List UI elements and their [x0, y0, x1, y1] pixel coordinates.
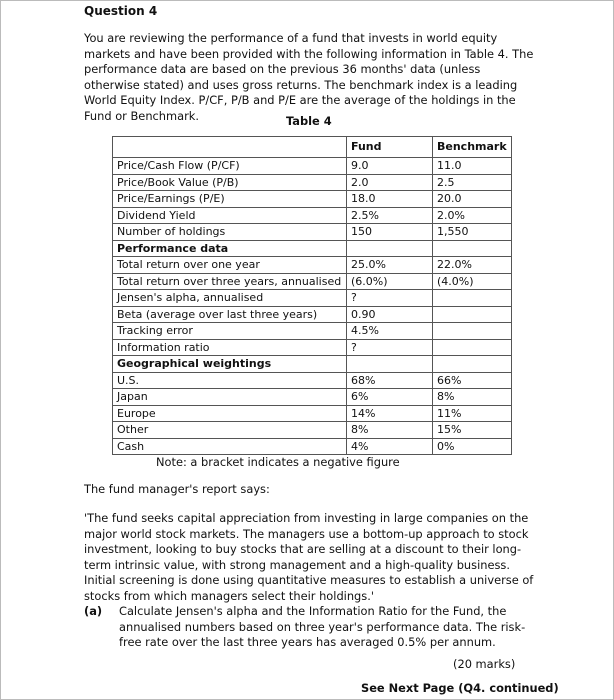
benchmark-value: 22.0% [433, 257, 512, 274]
intro-paragraph: You are reviewing the performance of a fund that invests in world equity markets and have been provided with the following information in Table 4. The performance data are based on the previous 36 months' data (unless otherwise stated) and uses gross returns. The benchmark index is a leading World Equity Index. P/CF, P/B and P/E are the average of the holdings in the Fund or Benchmark. [84, 31, 534, 123]
table-row [113, 207, 512, 224]
benchmark-value: 8% [433, 389, 512, 406]
row-label: Japan [113, 389, 347, 406]
benchmark-value: 11% [433, 405, 512, 422]
table-row [113, 323, 512, 340]
fund-value: 4% [347, 438, 433, 455]
fund-value: 2.5% [347, 207, 433, 224]
table-row [113, 290, 512, 307]
data-table [112, 136, 512, 455]
table-note: Note: a bracket indicates a negative figure [156, 455, 400, 469]
table-row [113, 174, 512, 191]
row-label: Information ratio [113, 339, 347, 356]
row-label: Other [113, 422, 347, 439]
fund-value: 4.5% [347, 323, 433, 340]
fund-value: 18.0 [347, 191, 433, 208]
table-row [113, 306, 512, 323]
benchmark-value [433, 240, 512, 257]
row-label: Price/Cash Flow (P/CF) [113, 158, 347, 175]
table-row [113, 422, 512, 439]
benchmark-value: 66% [433, 372, 512, 389]
header-cell-fund: Fund [347, 137, 433, 158]
fund-value: 6% [347, 389, 433, 406]
benchmark-value: 0% [433, 438, 512, 455]
benchmark-value [433, 323, 512, 340]
table-row [113, 273, 512, 290]
table-row [113, 224, 512, 241]
question-title: Question 4 [84, 4, 158, 18]
row-label: Price/Book Value (P/B) [113, 174, 347, 191]
fund-value: 25.0% [347, 257, 433, 274]
row-label: Tracking error [113, 323, 347, 340]
table-header-row [113, 137, 512, 158]
fund-value: 0.90 [347, 306, 433, 323]
table-section-row [113, 240, 512, 257]
fund-value: 68% [347, 372, 433, 389]
fund-value [347, 240, 433, 257]
header-cell-label [113, 137, 347, 158]
benchmark-value [433, 290, 512, 307]
table-row [113, 191, 512, 208]
fund-value: (6.0%) [347, 273, 433, 290]
table-row [113, 158, 512, 175]
header-cell-benchmark: Benchmark [433, 137, 512, 158]
benchmark-value [433, 306, 512, 323]
benchmark-value: (4.0%) [433, 273, 512, 290]
table-row [113, 405, 512, 422]
fund-value: 9.0 [347, 158, 433, 175]
fund-value [347, 356, 433, 373]
table-row [113, 257, 512, 274]
fund-value: 150 [347, 224, 433, 241]
row-label: U.S. [113, 372, 347, 389]
table-caption: Table 4 [286, 114, 332, 128]
benchmark-value: 2.0% [433, 207, 512, 224]
fund-value: ? [347, 290, 433, 307]
part-a-text: Calculate Jensen's alpha and the Information Ratio for the Fund, the annualised numbers based on three year's performance data. The risk-free rate over the last three years has averaged 0.5% per annum. [119, 604, 526, 649]
part-a-label: (a) [84, 604, 103, 618]
manager-intro: The fund manager's report says: [84, 482, 270, 496]
fund-value: 2.0 [347, 174, 433, 191]
benchmark-value [433, 356, 512, 373]
row-label: Beta (average over last three years) [113, 306, 347, 323]
benchmark-value: 15% [433, 422, 512, 439]
row-label: Dividend Yield [113, 207, 347, 224]
row-label: Price/Earnings (P/E) [113, 191, 347, 208]
benchmark-value: 1,550 [433, 224, 512, 241]
table-row [113, 372, 512, 389]
benchmark-value: 11.0 [433, 158, 512, 175]
row-label: Total return over three years, annualised [113, 273, 347, 290]
table-section-row [113, 356, 512, 373]
benchmark-value [433, 339, 512, 356]
part-a-marks: (20 marks) [453, 657, 516, 671]
fund-value: 8% [347, 422, 433, 439]
manager-quote: 'The fund seeks capital appreciation from investing in large companies on the major world stock markets. The managers use a bottom-up approach to stock investment, looking to buy stocks that are selling at a discount to their long-term intrinsic value, with strong management and a high-quality business. Initial screening is done using quantitative measures to establish a universe of stocks from which managers select their holdings.' [84, 511, 534, 603]
table-row [113, 389, 512, 406]
row-label: Geographical weightings [113, 356, 347, 373]
fund-value: ? [347, 339, 433, 356]
table-row [113, 339, 512, 356]
row-label: Total return over one year [113, 257, 347, 274]
row-label: Europe [113, 405, 347, 422]
row-label: Number of holdings [113, 224, 347, 241]
benchmark-value: 20.0 [433, 191, 512, 208]
row-label: Cash [113, 438, 347, 455]
row-label: Performance data [113, 240, 347, 257]
next-page-footer: See Next Page (Q4. continued) [361, 681, 559, 695]
row-label: Jensen's alpha, annualised [113, 290, 347, 307]
benchmark-value: 2.5 [433, 174, 512, 191]
table-row [113, 438, 512, 455]
fund-value: 14% [347, 405, 433, 422]
